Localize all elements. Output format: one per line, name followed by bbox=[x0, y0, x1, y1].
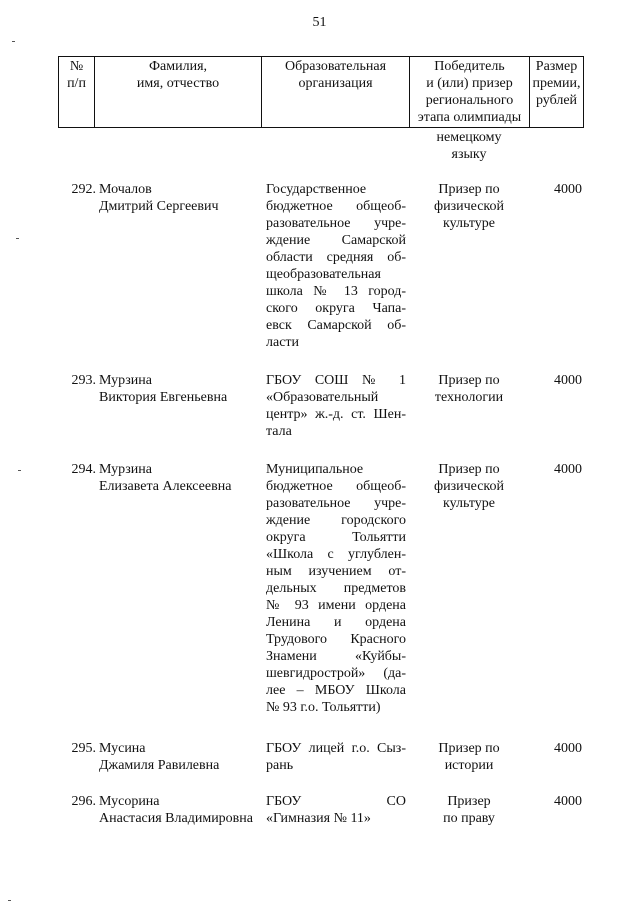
organization-line: ждение городского bbox=[266, 513, 406, 528]
organization-line: Государственное bbox=[266, 182, 367, 197]
row-organization bbox=[266, 181, 406, 351]
table-header bbox=[58, 56, 584, 128]
organization-line: рань bbox=[266, 758, 294, 773]
header-full-name: Фамилия, имя, отчество bbox=[95, 57, 262, 127]
organization-line: Трудового Красного bbox=[266, 632, 406, 647]
scan-mark bbox=[12, 41, 15, 42]
organization-line: евск Самарской об- bbox=[266, 318, 406, 333]
row-full-name: Мочалов Дмитрий Сергеевич bbox=[99, 182, 219, 214]
row-prize-amount: 4000 bbox=[554, 794, 582, 809]
organization-line: ского округа Чапа- bbox=[266, 301, 406, 316]
organization-line: «Гимназия № 11» bbox=[266, 811, 371, 826]
row-organization bbox=[266, 793, 406, 827]
organization-line: бюджетное общеоб- bbox=[266, 199, 406, 214]
row-prize-amount: 4000 bbox=[554, 462, 582, 477]
organization-line: ГБОУ СОШ № 1 bbox=[266, 373, 406, 388]
row-number: 296. bbox=[71, 794, 96, 809]
row-award: Призер по физической культуре bbox=[434, 462, 504, 511]
organization-line: лее – МБОУ Школа bbox=[266, 683, 406, 698]
organization-line: разовательное учре- bbox=[266, 496, 406, 511]
organization-line: Муниципальное bbox=[266, 462, 364, 477]
row-full-name: Мурзина Елизавета Алексеевна bbox=[99, 462, 232, 494]
organization-line: щеобразовательная bbox=[266, 267, 381, 282]
row-full-name: Мусина Джамиля Равилевна bbox=[99, 741, 220, 773]
organization-line: ГБОУ лицей г.о. Сыз- bbox=[266, 741, 406, 756]
organization-line: школа № 13 город- bbox=[266, 284, 406, 299]
organization-line: ГБОУ СО bbox=[266, 794, 406, 809]
header-number: № п/п bbox=[59, 57, 95, 127]
row-full-name: Мусорина Анастасия Владимировна bbox=[99, 794, 253, 826]
organization-line: ласти bbox=[266, 335, 300, 350]
organization-line: округа Тольятти bbox=[266, 530, 406, 545]
header-prize-amount: Размер премии, рублей bbox=[530, 57, 584, 127]
organization-line: центр» ж.-д. ст. Шен- bbox=[266, 407, 406, 422]
header-award: Победитель и (или) призер регионального этапа олимпиады bbox=[410, 57, 530, 127]
row-award: Призер по технологии bbox=[434, 373, 504, 405]
header-organization: Образовательная организация bbox=[262, 57, 410, 127]
organization-line: шевгидрострой» (да- bbox=[266, 666, 406, 681]
row-number: 293. bbox=[71, 373, 96, 388]
organization-line: «Образовательный bbox=[266, 390, 379, 405]
page-number: 51 bbox=[312, 15, 327, 30]
organization-line: ждение Самарской bbox=[266, 233, 406, 248]
organization-line: № 93 имени ордена bbox=[266, 598, 406, 613]
organization-line: тала bbox=[266, 424, 292, 439]
organization-line: бюджетное общеоб- bbox=[266, 479, 406, 494]
row-award: Призер по истории bbox=[438, 741, 500, 773]
organization-line: Знамени «Куйбы- bbox=[266, 649, 406, 664]
organization-line: ным изучением от- bbox=[266, 564, 406, 579]
continued-award-text: немецкому языку bbox=[436, 130, 502, 162]
row-award: Призер по праву bbox=[443, 794, 495, 826]
organization-line: «Школа с углублен- bbox=[266, 547, 406, 562]
row-organization bbox=[266, 372, 406, 440]
row-prize-amount: 4000 bbox=[554, 373, 582, 388]
row-award: Призер по физической культуре bbox=[434, 182, 504, 231]
row-number: 295. bbox=[71, 741, 96, 756]
scan-mark bbox=[16, 238, 19, 239]
row-full-name: Мурзина Виктория Евгеньевна bbox=[99, 373, 228, 405]
organization-line: № 93 г.о. Тольятти) bbox=[266, 700, 381, 715]
row-organization bbox=[266, 740, 406, 774]
row-organization bbox=[266, 461, 406, 716]
row-prize-amount: 4000 bbox=[554, 182, 582, 197]
row-prize-amount: 4000 bbox=[554, 741, 582, 756]
organization-line: Ленина и ордена bbox=[266, 615, 406, 630]
organization-line: разовательное учре- bbox=[266, 216, 406, 231]
row-number: 294. bbox=[71, 462, 96, 477]
organization-line: дельных предметов bbox=[266, 581, 406, 596]
scan-mark bbox=[18, 470, 21, 471]
organization-line: области средняя об- bbox=[266, 250, 406, 265]
scan-mark bbox=[8, 900, 11, 901]
row-number: 292. bbox=[71, 182, 96, 197]
